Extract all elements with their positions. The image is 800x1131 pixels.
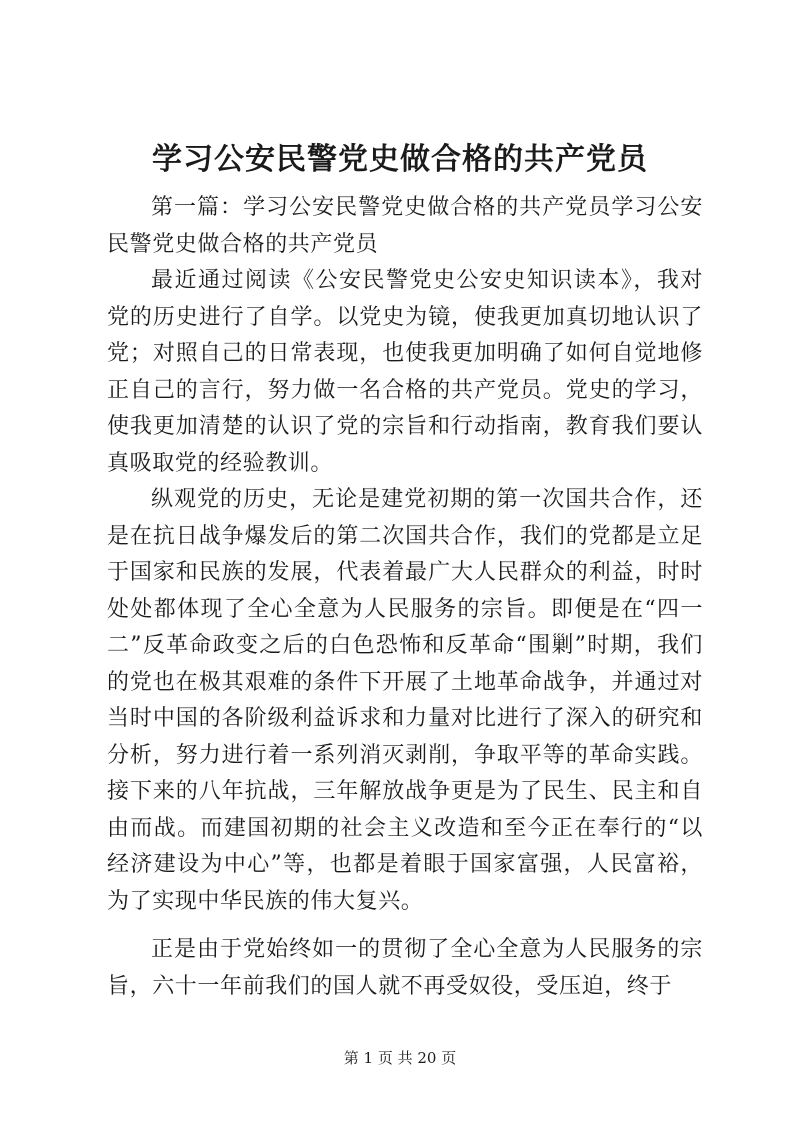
document-body <box>107 190 703 1005</box>
paragraph-history: 纵观党的历史，无论是建党初期的第一次国共合作，还是在抗日战争爆发后的第二次国共合作，我们的党都是立足于国家和民族的发展，代表着最广大人民群众的利益，时时处处都体现了全心全意为人民服务的宗旨。即便是在“四一二”反革命政变之后的白色恐怖和反革命“围剿”时期，我们的党也在极其艰难的条件下开展了土地革命战争，并通过对当时中国的各阶级利益诉求和力量对比进行了深入的研究和分析，努力进行着一系列消灭剥削，争取平等的革命实践。接下来的八年抗战，三年解放战争更是为了民生、民主和自由而战。而建国初期的社会主义改造和至今正在奉行的“以经济建设为中心”等，也都是着眼于国家富强，人民富裕，为了实现中华民族的伟大复兴。 <box>107 487 703 914</box>
paragraph-heading: 第一篇：学习公安民警党史做合格的共产党员学习公安民警党史做合格的共产党员 <box>107 195 703 257</box>
paragraph-conclusion: 正是由于党始终如一的贯彻了全心全意为人民服务的宗旨，六十一年前我们的国人就不再受奴役，受压迫，终于 <box>107 937 703 999</box>
page-footer: 第 1 页 共 20 页 <box>343 1049 457 1067</box>
paragraph-spacer <box>107 920 703 932</box>
paragraph-intro: 最近通过阅读《公安民警党史公安史知识读本》，我对党的历史进行了自学。以党史为镜，使我更加真切地认识了党；对照自己的日常表现，也使我更加明确了如何自觉地修正自己的言行，努力做一名合格的共产党员。党史的学习，使我更加清楚的认识了党的宗旨和行动指南，教育我们要认真吸取党的经验教训。 <box>107 268 703 476</box>
document-title: 学习公安民警党史做合格的共产党员 <box>152 142 648 177</box>
